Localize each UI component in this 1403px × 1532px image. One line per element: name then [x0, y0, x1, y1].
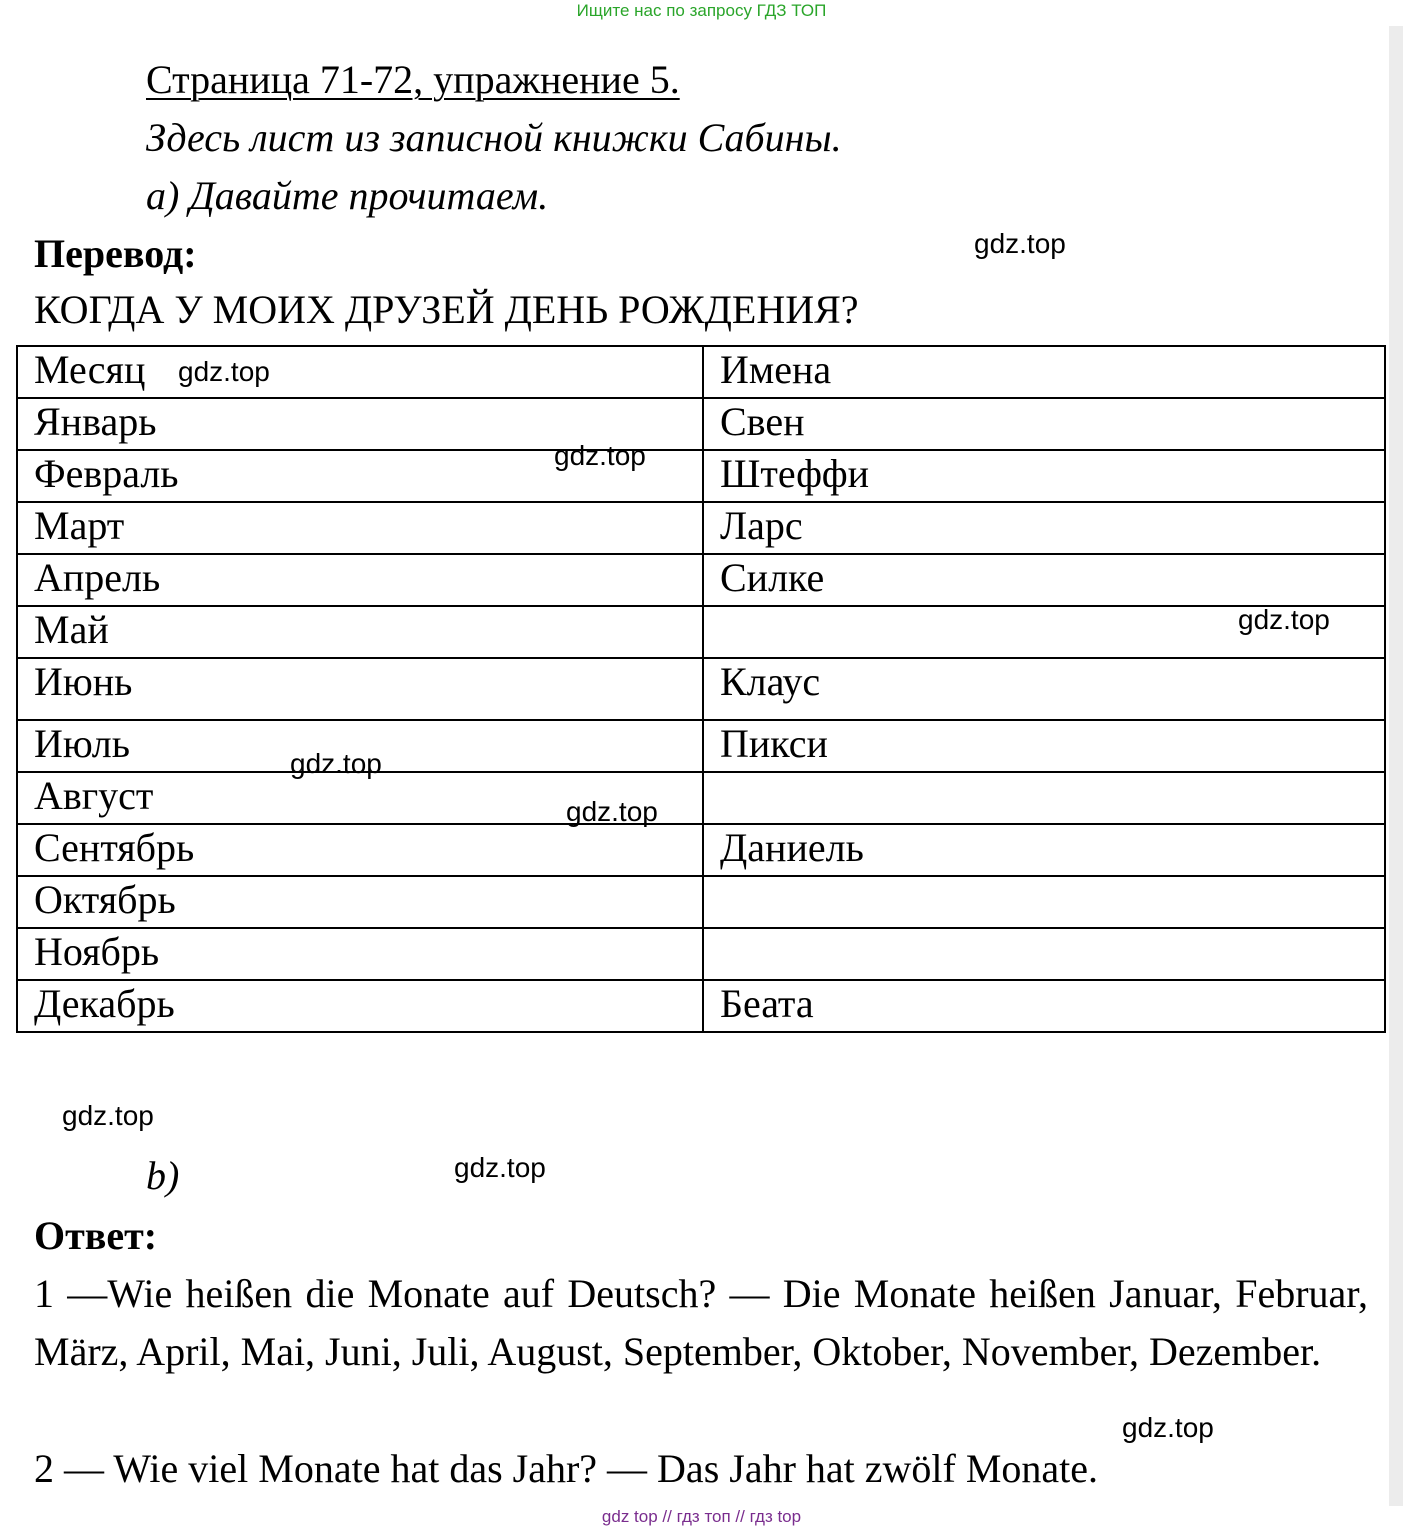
watermark: gdz.top — [1122, 1412, 1214, 1443]
name-cell: Силке — [703, 554, 1385, 606]
month-cell: Апрель — [17, 554, 703, 606]
table-row — [17, 502, 1385, 554]
watermark: gdz.top — [566, 796, 658, 827]
month-cell: Май — [17, 606, 703, 658]
page-title: Страница 71-72, упражнение 5. — [146, 57, 680, 102]
watermark: gdz.top — [554, 440, 646, 471]
month-cell: Февраль — [17, 450, 703, 502]
month-cell: Октябрь — [17, 876, 703, 928]
name-cell: Ларс — [703, 502, 1385, 554]
month-cell: Январь — [17, 398, 703, 450]
name-cell — [703, 772, 1385, 824]
name-cell — [703, 876, 1385, 928]
name-cell: Пикси — [703, 720, 1385, 772]
watermark: gdz.top — [178, 356, 270, 387]
name-cell: Клаус — [703, 658, 1385, 720]
part-a-heading: a) Давайте прочитаем. — [146, 173, 549, 218]
month-cell: Июнь — [17, 658, 703, 720]
subtitle: Здесь лист из записной книжки Сабины. — [146, 115, 842, 160]
table-row — [17, 772, 1385, 824]
header-month: Месяц — [17, 346, 703, 398]
birthday-table — [16, 345, 1386, 1033]
month-cell: Июль — [17, 720, 703, 772]
month-cell: Ноябрь — [17, 928, 703, 980]
month-cell: Сентябрь — [17, 824, 703, 876]
name-cell: Свен — [703, 398, 1385, 450]
table-row — [17, 980, 1385, 1032]
table-row — [17, 658, 1385, 720]
name-cell: Даниель — [703, 824, 1385, 876]
watermark: gdz.top — [1238, 604, 1330, 635]
watermark: gdz.top — [290, 748, 382, 779]
name-cell: Беата — [703, 980, 1385, 1032]
top-banner: Ищите нас по запросу ГДЗ ТОП — [576, 1, 827, 20]
table-row — [17, 876, 1385, 928]
translation-label: Перевод: — [34, 231, 197, 276]
answer-1: 1 —Wie heißen die Monate auf Deutsch? — Die Monate heißen Januar, Februar, März, April, Mai, Juni, Juli, August, September, Oktober, November, Dezember. — [34, 1271, 1368, 1374]
watermark: gdz.top — [974, 228, 1066, 259]
answer-label: Ответ: — [34, 1213, 158, 1258]
name-cell: Штеффи — [703, 450, 1385, 502]
table-row — [17, 928, 1385, 980]
answer-2: 2 — Wie viel Monate hat das Jahr? — Das Jahr hat zwölf Monate. — [34, 1446, 1099, 1491]
part-b-heading: b) — [146, 1153, 180, 1198]
month-cell: Март — [17, 502, 703, 554]
scrollbar-track[interactable] — [1389, 26, 1403, 1506]
table-row — [17, 606, 1385, 658]
table-row — [17, 398, 1385, 450]
table-row — [17, 450, 1385, 502]
month-cell: Август — [17, 772, 703, 824]
table-question: КОГДА У МОИХ ДРУЗЕЙ ДЕНЬ РОЖДЕНИЯ? — [34, 287, 859, 332]
month-cell: Декабрь — [17, 980, 703, 1032]
header-names: Имена — [703, 346, 1385, 398]
watermark: gdz.top — [454, 1152, 546, 1183]
watermark: gdz.top — [62, 1100, 154, 1131]
table-row — [17, 554, 1385, 606]
table-row — [17, 720, 1385, 772]
name-cell — [703, 928, 1385, 980]
footer: gdz top // гдз топ // гдз top — [601, 1507, 802, 1526]
table-row — [17, 824, 1385, 876]
